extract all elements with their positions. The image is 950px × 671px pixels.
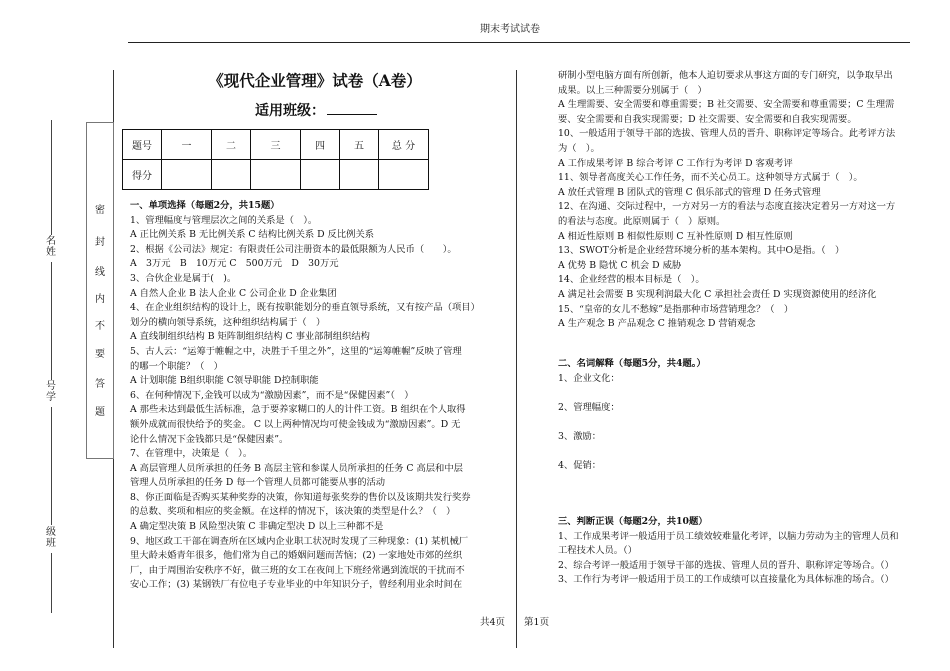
score-cell: 五 <box>340 130 379 160</box>
side-label-class: 级班 <box>46 527 56 549</box>
question-line: A 直线制组织结构 B 矩阵制组织结构 C 事业部制组织结构 <box>130 331 370 343</box>
question-line: A 生理需要、安全需要和尊重需要；B 社交需要、安全需要和尊重需要；C 生理需 <box>558 99 895 111</box>
page-header: 期末考试试卷 <box>480 24 540 35</box>
score-cell: 一 <box>162 130 212 160</box>
side-rule <box>51 407 52 525</box>
question-line: 2、根据《公司法》规定：有限责任公司注册资本的最低限额为人民币（ ）。 <box>130 243 457 255</box>
question-line: A 正比例关系 B 无比例关系 C 结构比例关系 D 反比例关系 <box>130 229 375 241</box>
question-line: A 生产观念 B 产品观念 C 推销观念 D 营销观念 <box>558 318 756 330</box>
seal-char: 密 <box>95 205 105 216</box>
question-line: A 自然人企业 B 法人企业 C 公司企业 D 企业集团 <box>130 287 337 299</box>
class-blank <box>327 114 377 115</box>
score-blank[interactable] <box>251 160 301 190</box>
applicable-class-label: 适用班级： <box>255 103 325 119</box>
side-label-number: 号学 <box>46 381 56 403</box>
section3-title: 三、判断正误（每题2分，共10题） <box>558 516 708 527</box>
term-item-row <box>558 430 601 445</box>
question-line: 研制小型电脑方面有所创新，他本人迫切要求从事这方面的专门研究，以争取早出 <box>558 70 893 81</box>
applicable-class <box>255 100 377 120</box>
score-table-header-row <box>123 130 429 160</box>
judge-line: 1、工作成果考评一般适用于员工绩效较难量化考评，以脑力劳动为主的管理人员和 <box>558 530 899 542</box>
question-line: A 满足社会需要 B 实现利润最大化 C 承担社会责任 D 实现资源使用的经济化 <box>558 288 877 300</box>
header-rule <box>128 42 910 43</box>
question-line: 的哪一个职能？（ ） <box>130 360 223 372</box>
term-item: 1、企业文化： <box>558 372 620 384</box>
left-column <box>130 199 480 593</box>
side-label-name: 名姓 <box>46 236 56 258</box>
judge-line: 3、工作行为考评一般适用于员工的工作成绩可以直接量化为具体标准的场合。（） <box>558 574 894 586</box>
seal-char: 题 <box>95 407 105 418</box>
score-table <box>122 129 429 190</box>
exam-title: 《现代企业管理》试卷（A卷） <box>208 71 422 90</box>
question-line: 3、合伙企业是属于( )。 <box>130 272 237 284</box>
section3 <box>558 515 899 588</box>
side-rule <box>51 120 52 235</box>
question-line: 安心工作；(3) 某钢铁厂有位电子专业毕业的中年知识分子，曾经利用业余时间在 <box>130 579 463 591</box>
seal-char: 内 <box>95 294 105 305</box>
score-cell: 得分 <box>123 160 162 190</box>
seal-char: 线 <box>95 267 105 278</box>
question-line: A 那些未达到最低生活标准，急于要养家糊口的人的计件工资。B 组织在个人取得 <box>130 404 466 416</box>
question-line: A 确定型决策 B 风险型决策 C 非确定型决 D 以上三种都不是 <box>130 521 384 533</box>
question-line: 10、一般适用于领导干部的选拔、管理人员的晋升、职称评定等场合。此考评方法 <box>558 128 896 140</box>
side-rule <box>51 262 52 380</box>
question-line: A 计划职能 B组织职能 C领导职能 D控制职能 <box>130 375 319 387</box>
question-line: 里大龄未婚青年很多，他们常为自己的婚姻问题而苦恼；(2) 一家地处市郊的丝织 <box>130 550 463 562</box>
question-line: 额外成就而很快给予的奖金。 C 以上两种情况均可使金钱成为“激励因素”。D 无 <box>130 418 461 430</box>
question-line: A 相近性原则 B 相似性原则 C 互补性原则 D 相互性原则 <box>558 230 793 242</box>
section2 <box>558 357 706 386</box>
side-rule <box>51 553 52 613</box>
score-cell: 四 <box>301 130 340 160</box>
question-line: 管理人员所承担的任务 D 每一个管理人员都可能要从事的活动 <box>130 477 386 489</box>
score-cell: 三 <box>251 130 301 160</box>
seal-char: 要 <box>95 349 105 360</box>
seal-char: 答 <box>95 379 105 390</box>
question-line: A 工作成果考评 B 综合考评 C 工作行为考评 D 客观考评 <box>558 157 793 169</box>
score-blank[interactable] <box>301 160 340 190</box>
score-blank[interactable] <box>162 160 212 190</box>
score-cell: 题号 <box>123 130 162 160</box>
question-line: 1、管理幅度与管理层次之间的关系是（ ）。 <box>130 214 318 226</box>
question-line: 5、古人云：“运筹于帷幄之中，决胜于千里之外”，这里的“运筹帷幄”反映了管理 <box>130 345 462 357</box>
term-item-row <box>558 459 601 474</box>
question-line: 15、“皇帝的女儿不愁嫁”是指那种市场营销理念？（ ） <box>558 303 794 315</box>
section2-title: 二、名词解释（每题5分，共4题。） <box>558 358 706 369</box>
score-cell: 总 分 <box>379 130 429 160</box>
question-line: 成果。以上三种需要分别属于（ ） <box>558 84 707 96</box>
question-line: 11、领导者高度关心工作任务，而不关心员工。这种领导方式属于（ ）。 <box>558 172 863 184</box>
question-line: 4、在企业组织结构的设计上，既有按职能划分的垂直领导系统，又有按产品（项目） <box>130 302 480 314</box>
seal-char: 不 <box>95 321 105 332</box>
question-line: A 放任式管理 B 团队式的管理 C 俱乐部式的管理 D 任务式管理 <box>558 186 821 198</box>
question-line: 为（ ）。 <box>558 142 600 154</box>
question-line: 要、安全需要和自我实现需要；D 社交需要、安全需要和自我实现需要。 <box>558 113 857 125</box>
question-line: 6、在何种情况下,金钱可以成为“激励因素”，而不是“保健因素”（ ） <box>130 389 414 401</box>
question-line: 的看法与态度。此原则属于（ ）原则。 <box>558 215 726 227</box>
seal-box <box>86 122 114 459</box>
question-line: 划分的横向领导系统，这种组织结构属于（ ） <box>130 316 326 328</box>
score-blank[interactable] <box>212 160 251 190</box>
right-column <box>558 69 895 332</box>
term-item-row <box>558 401 620 416</box>
question-line: 8、你正面临是否购买某种奖券的决策，你知道每张奖券的售价以及该期共发行奖券 <box>130 491 471 503</box>
question-line: A 3万元 B 10万元 C 500万元 D 30万元 <box>130 258 339 270</box>
judge-line: 工程技术人员。（） <box>558 545 638 557</box>
question-line: 7、在管理中，决策是（ ）。 <box>130 448 253 460</box>
score-table-score-row <box>123 160 429 190</box>
question-line: 9、地区政工干部在调查所在区域内企业职工状况时发现了三种现象：(1) 某机械厂 <box>130 535 469 547</box>
question-line: 论什么情况下金钱都只是“保健因素”。 <box>130 433 289 445</box>
term-item: 2、管理幅度： <box>558 402 620 413</box>
question-line: 12、在沟通、交际过程中，一方对另一方的看法与态度直接决定着另一方对这一方 <box>558 201 896 213</box>
term-item: 3、激励： <box>558 431 602 442</box>
score-blank[interactable] <box>379 160 429 190</box>
seal-char: 封 <box>95 237 105 248</box>
judge-line: 2、综合考评一般适用于领导干部的选拔、管理人员的晋升、职称评定等场合。（） <box>558 559 894 571</box>
question-line: A 优势 B 隐忧 C 机会 D 威胁 <box>558 259 682 271</box>
section1-title: 一、单项选择（每题2分，共15题） <box>130 200 280 211</box>
score-blank[interactable] <box>340 160 379 190</box>
page-footer: 共4页 第1页 <box>480 617 550 628</box>
score-cell: 二 <box>212 130 251 160</box>
question-line: 13、SWOT分析是企业经营环境分析的基本架构。其中O是指。（ ） <box>558 245 845 257</box>
question-line: 14、企业经营的根本目标是（ ）。 <box>558 274 705 286</box>
question-line: 的总数、奖项和相应的奖金额。在这样的情况下，该决策的类型是什么？（ ） <box>130 506 456 518</box>
column-divider <box>516 70 517 648</box>
term-item: 4、促销： <box>558 460 602 471</box>
question-line: 厂，由于周围治安秩序不好，做三班的女工在夜间上下班经常遇到流氓的干扰而不 <box>130 564 465 576</box>
question-line: A 高层管理人员所承担的任务 B 高层主管和参谋人员所承担的任务 C 高层和中层 <box>130 462 463 474</box>
